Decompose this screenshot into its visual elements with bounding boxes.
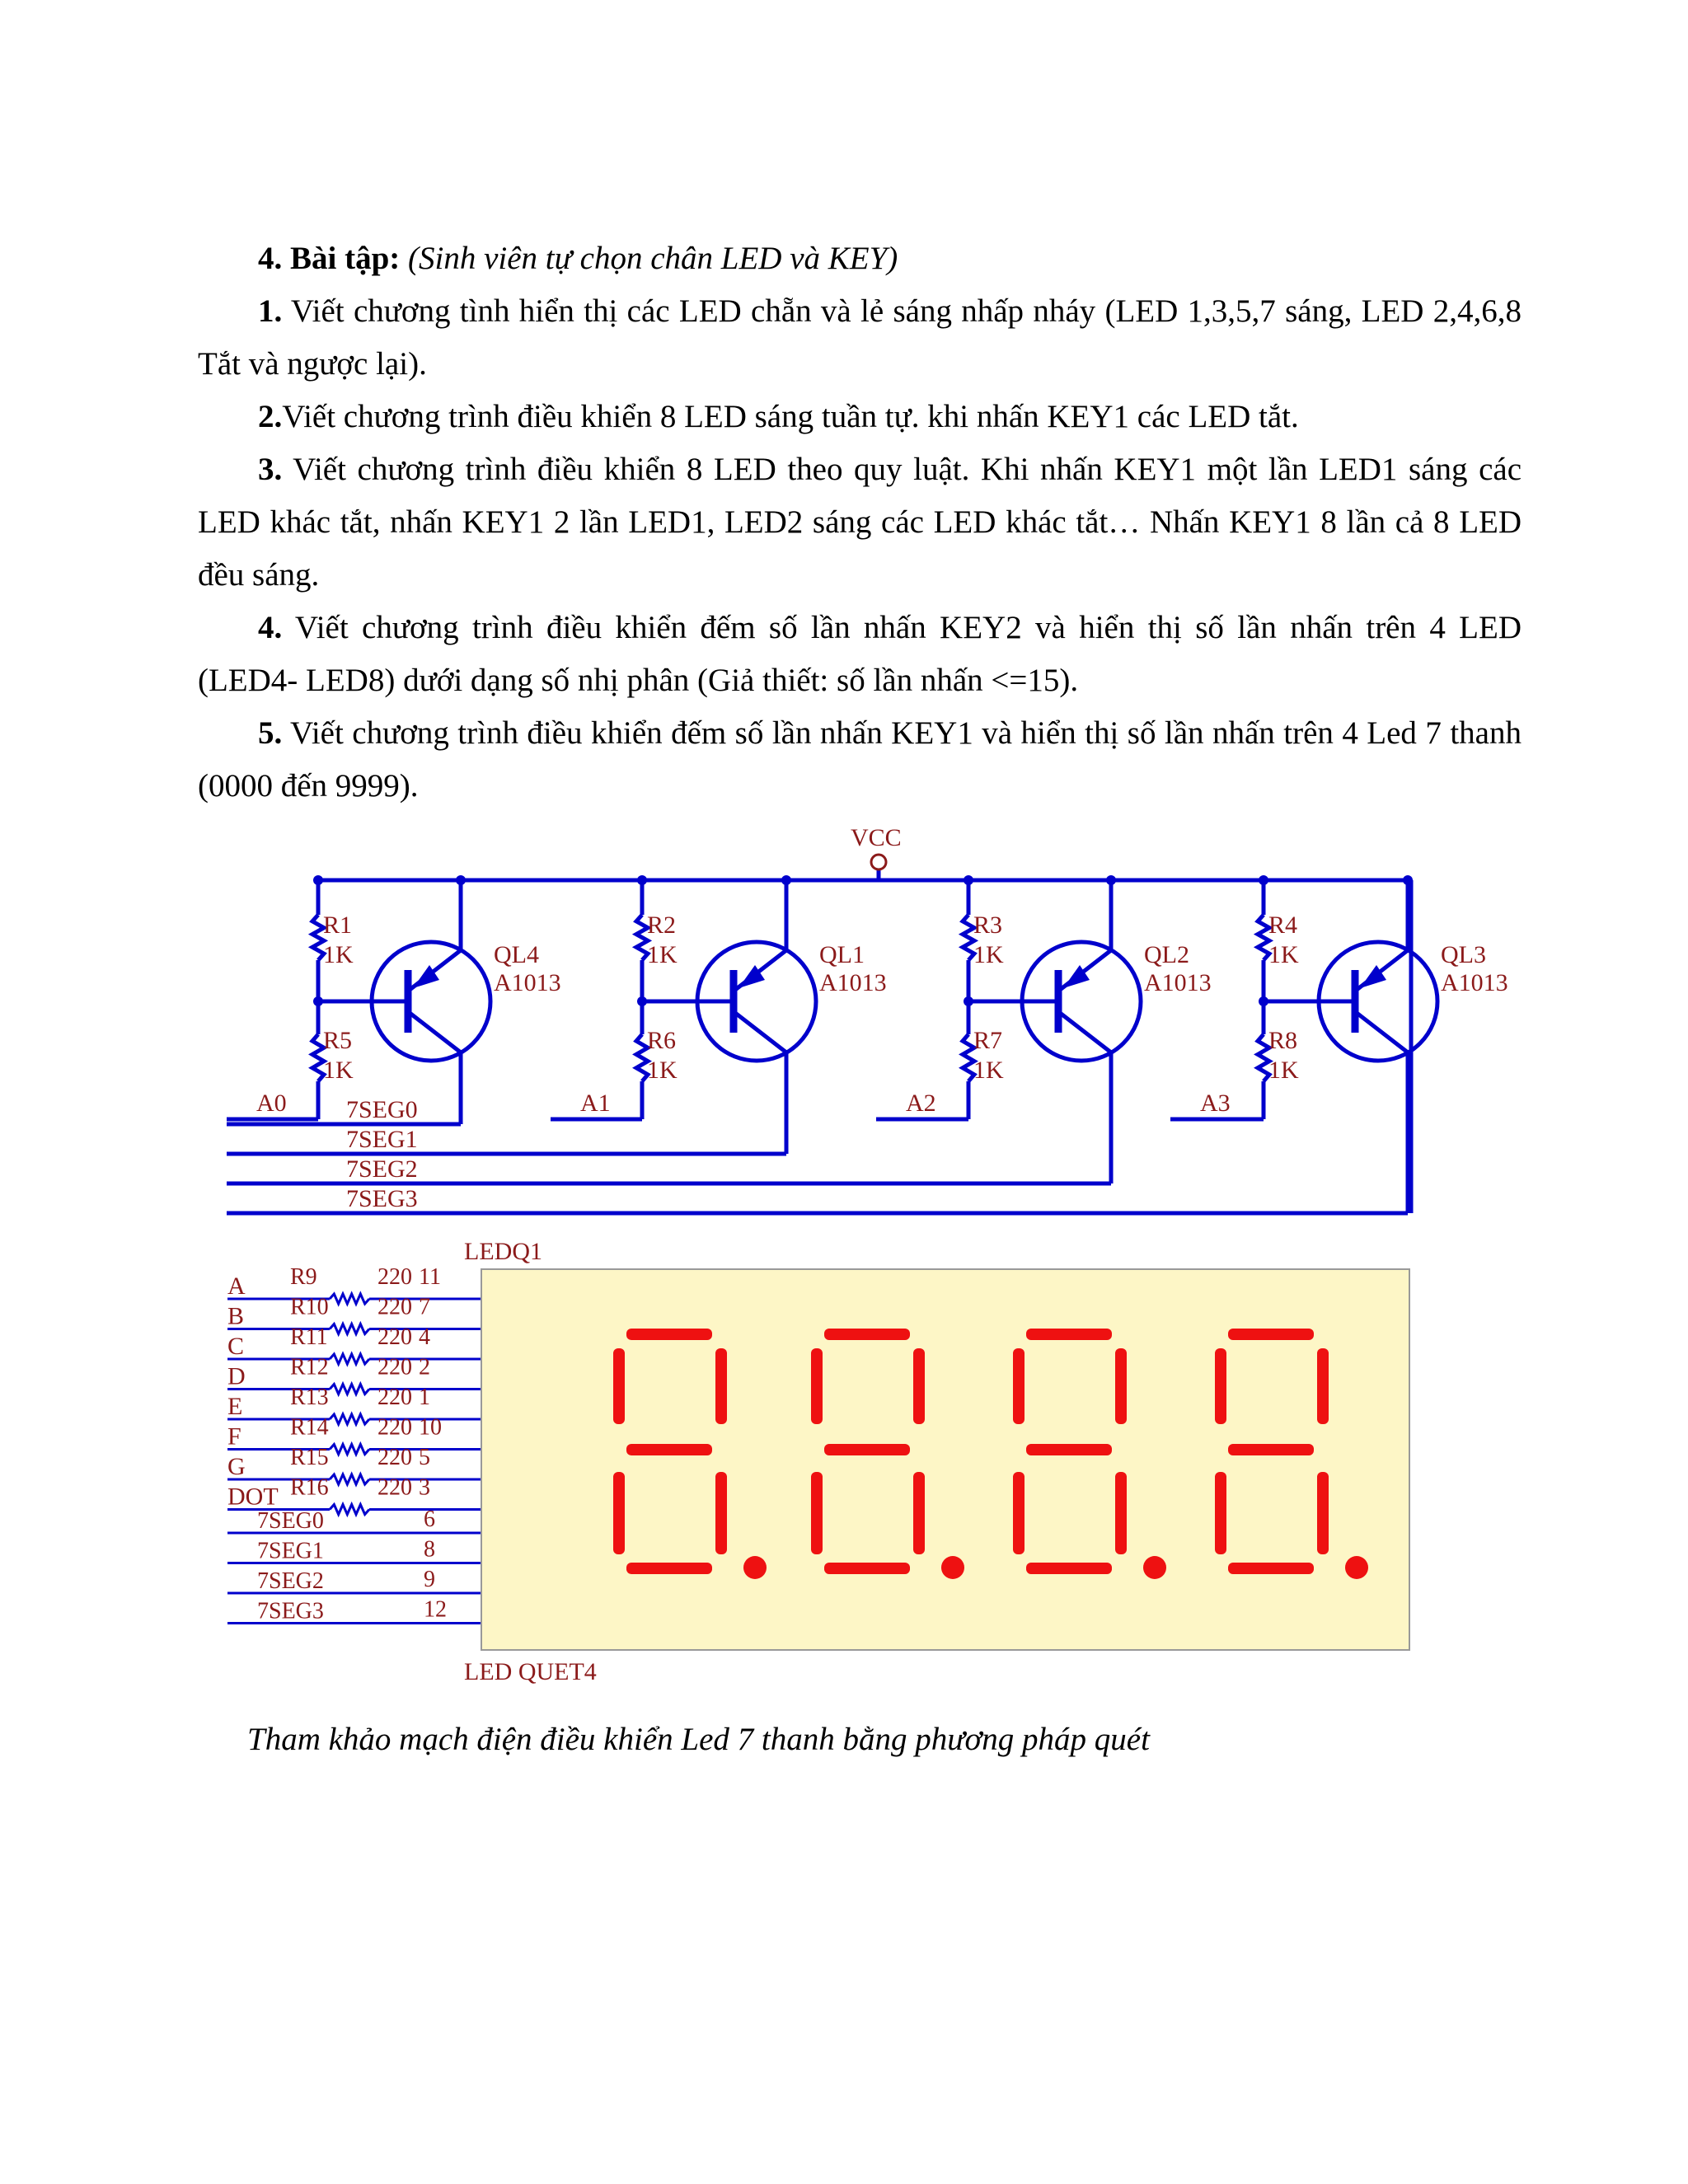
segment-resistor-name: R13	[290, 1385, 329, 1410]
resistor-symbol	[636, 1034, 648, 1081]
resistor-symbol	[330, 1294, 369, 1304]
exercise-item-number: 5.	[258, 715, 283, 751]
segment-resistor-name: R14	[290, 1414, 329, 1441]
seg-bus-label: 7SEG1	[346, 1126, 418, 1153]
display-segment	[811, 1348, 823, 1424]
display-segment	[824, 1444, 910, 1455]
exercise-item-text: Viết chương trình điều khiển đếm số lần nhấn KEY2 và hiển thị số lần nhấn trên 4 LED (LED4- LED8) dưới dạng số nhị phân (Giả thiết: số lần nhấn <=15).	[198, 610, 1522, 698]
segment-resistor-name: R10	[290, 1294, 329, 1320]
resistor-name: R3	[973, 912, 1003, 939]
seg-bus-label: 7SEG3	[346, 1185, 418, 1212]
segment-resistor-value: 220	[377, 1445, 412, 1470]
resistor-symbol	[330, 1324, 369, 1334]
junction-dot	[637, 996, 647, 1006]
segment-signal-label: F	[227, 1422, 241, 1451]
transistor-collector	[1357, 1013, 1408, 1052]
segment-resistor-name: R16	[290, 1474, 329, 1501]
display-segment	[1215, 1348, 1226, 1424]
resistor-name: R1	[323, 912, 353, 939]
junction-dot	[637, 875, 647, 885]
figure-caption: Tham khảo mạch điện điều khiển Led 7 thanh bằng phương pháp quét	[247, 1722, 1150, 1757]
transistor-part: A1013	[819, 969, 887, 996]
display-segment	[1228, 1444, 1314, 1455]
display-dot	[941, 1556, 964, 1579]
input-label: A0	[256, 1090, 287, 1117]
junction-dot	[964, 996, 973, 1006]
segment-pin-number: 1	[419, 1385, 430, 1410]
resistor-symbol	[330, 1505, 369, 1515]
segment-pin-number: 3	[419, 1474, 430, 1501]
display-segment	[824, 1563, 910, 1574]
display-segment	[613, 1472, 625, 1554]
segment-signal-label: C	[227, 1333, 245, 1360]
transistor-collector	[1060, 1013, 1111, 1052]
display-segment	[913, 1472, 925, 1554]
resistor-symbol	[312, 915, 324, 960]
resistor-symbol	[636, 915, 648, 960]
display-segment	[1115, 1348, 1127, 1424]
junction-dot	[1259, 875, 1268, 885]
segment-resistor-value: 220	[377, 1474, 412, 1501]
segment-pin-number: 11	[419, 1264, 441, 1290]
segment-pin-number: 5	[419, 1445, 430, 1470]
display-segment	[824, 1329, 910, 1340]
segment-resistor-value: 220	[377, 1294, 412, 1320]
digit-pin-number: 9	[424, 1567, 435, 1592]
display-segment	[1026, 1563, 1112, 1574]
display-segment	[1115, 1472, 1127, 1554]
segment-signal-label: A	[227, 1272, 246, 1300]
exercise-item-text: Viết chương trình điều khiển đếm số lần nhấn KEY1 và hiển thị số lần nhấn trên 4 Led 7 thanh (0000 đến 9999).	[198, 715, 1522, 804]
transistor-part: A1013	[1441, 969, 1508, 996]
exercise-item-number: 1.	[258, 293, 283, 329]
resistor-symbol	[963, 1034, 974, 1081]
display-dot	[1345, 1556, 1368, 1579]
display-segment	[626, 1329, 712, 1340]
digit-signal-label: 7SEG0	[257, 1508, 324, 1534]
transistor-part: A1013	[1144, 969, 1212, 996]
digit-pin-number: 6	[424, 1507, 435, 1532]
exercise-heading-bold: 4. Bài tập:	[258, 241, 401, 276]
segment-resistor-value: 220	[377, 1414, 412, 1441]
resistor-value: 1K	[1268, 941, 1299, 968]
seg-bus-label: 7SEG2	[346, 1155, 418, 1183]
resistor-value: 1K	[973, 941, 1004, 968]
display-ref-label: LEDQ1	[464, 1238, 542, 1265]
resistor-symbol	[330, 1445, 369, 1455]
resistor-symbol	[330, 1354, 369, 1364]
seg-bus-label: 7SEG0	[346, 1096, 418, 1123]
segment-resistor-value: 220	[377, 1264, 412, 1290]
segment-resistor-value: 220	[377, 1385, 412, 1410]
display-segment	[1026, 1444, 1112, 1455]
junction-dot	[313, 996, 323, 1006]
resistor-value: 1K	[647, 941, 678, 968]
resistor-value: 1K	[973, 1057, 1004, 1084]
resistor-symbol	[1258, 1034, 1269, 1081]
exercise-item-number: 3.	[258, 452, 283, 487]
transistor-collector	[735, 1013, 786, 1052]
input-label: A3	[1200, 1090, 1231, 1117]
resistor-symbol	[1258, 915, 1269, 960]
junction-dot	[1106, 875, 1116, 885]
transistor-name: QL1	[819, 941, 865, 968]
display-segment	[626, 1563, 712, 1574]
exercise-item-text: Viết chương trình điều khiển 8 LED theo quy luật. Khi nhấn KEY1 một lần LED1 sáng các LED khác tắt, nhấn KEY1 2 lần LED1, LED2 sáng các LED khác tắt… Nhấn KEY1 8 lần cả 8 LED đều sáng.	[198, 452, 1522, 593]
display-segment	[626, 1444, 712, 1455]
digit-signal-label: 7SEG2	[257, 1568, 324, 1594]
resistor-symbol	[963, 915, 974, 960]
segment-pin-number: 4	[419, 1324, 430, 1350]
segment-resistor-name: R12	[290, 1354, 329, 1380]
input-label: A2	[906, 1090, 936, 1117]
segment-resistor-value: 220	[377, 1354, 412, 1380]
resistor-value: 1K	[323, 1057, 354, 1084]
junction-dot	[1259, 996, 1268, 1006]
resistor-name: R6	[647, 1027, 677, 1054]
display-segment	[1228, 1563, 1314, 1574]
transistor-name: QL4	[494, 941, 539, 968]
segment-signal-label: B	[227, 1302, 245, 1330]
junction-dot	[781, 875, 791, 885]
digit-signal-label: 7SEG1	[257, 1538, 324, 1564]
transistor-name: QL2	[1144, 941, 1189, 968]
resistor-symbol	[330, 1414, 369, 1424]
display-name-label: LED QUET4	[464, 1658, 597, 1685]
exercise-item-number: 4.	[258, 610, 283, 645]
exercise-item-text: Viết chương trình điều khiển 8 LED sáng tuần tự. khi nhấn KEY1 các LED tắt.	[282, 399, 1299, 434]
exercise-item-number: 2.	[258, 399, 283, 434]
digit-pin-number: 12	[424, 1596, 447, 1623]
exercise-heading-note: (Sinh viên tự chọn chân LED và KEY)	[400, 241, 898, 276]
junction-dot	[456, 875, 466, 885]
digit-signal-label: 7SEG3	[257, 1598, 324, 1624]
segment-resistor-value: 220	[377, 1324, 412, 1350]
segment-signal-label: E	[227, 1393, 243, 1420]
resistor-symbol	[330, 1474, 369, 1484]
junction-dot	[313, 875, 323, 885]
segment-signal-label: DOT	[227, 1483, 279, 1511]
display-segment	[1215, 1472, 1226, 1554]
display-segment	[1013, 1348, 1025, 1424]
segment-resistor-name: R9	[290, 1264, 317, 1290]
display-body	[481, 1269, 1409, 1650]
display-segment	[715, 1348, 727, 1424]
resistor-name: R8	[1268, 1027, 1298, 1054]
segment-pin-number: 7	[419, 1294, 430, 1320]
segment-signal-label: G	[227, 1453, 246, 1480]
junction-dot	[964, 875, 973, 885]
resistor-value: 1K	[1268, 1057, 1299, 1084]
resistor-value: 1K	[323, 941, 354, 968]
display-segment	[613, 1348, 625, 1424]
segment-resistor-name: R15	[290, 1445, 329, 1470]
display-segment	[1026, 1329, 1112, 1340]
display-segment	[1317, 1472, 1329, 1554]
segment-pin-number: 2	[419, 1354, 430, 1380]
transistor-part: A1013	[494, 969, 561, 996]
display-segment	[1228, 1329, 1314, 1340]
vcc-terminal	[871, 855, 886, 869]
digit-pin-number: 8	[424, 1536, 435, 1563]
display-segment	[1013, 1472, 1025, 1554]
display-dot	[1143, 1556, 1166, 1579]
resistor-symbol	[312, 1034, 324, 1081]
seven-segment-display	[481, 1269, 1409, 1650]
input-label: A1	[580, 1090, 611, 1117]
segment-pin-number: 10	[419, 1414, 442, 1441]
segment-signal-label: D	[227, 1362, 246, 1390]
resistor-symbol	[330, 1385, 369, 1394]
display-segment	[913, 1348, 925, 1424]
display-segment	[715, 1472, 727, 1554]
vcc-label: VCC	[851, 824, 902, 851]
display-dot	[743, 1556, 767, 1579]
display-segment	[811, 1472, 823, 1554]
resistor-name: R5	[323, 1027, 353, 1054]
resistor-name: R4	[1268, 912, 1298, 939]
transistor-collector	[410, 1013, 461, 1052]
transistor-name: QL3	[1441, 941, 1486, 968]
resistor-value: 1K	[647, 1057, 678, 1084]
resistor-name: R2	[647, 912, 677, 939]
exercise-item-text: Viết chương tình hiển thị các LED chẵn và lẻ sáng nhấp nháy (LED 1,3,5,7 sáng, LED 2,4,6,8 Tắt và ngược lại).	[198, 293, 1522, 382]
display-segment	[1317, 1348, 1329, 1424]
junction-dot	[1403, 875, 1413, 885]
segment-resistor-name: R11	[290, 1324, 328, 1350]
resistor-name: R7	[973, 1027, 1003, 1054]
